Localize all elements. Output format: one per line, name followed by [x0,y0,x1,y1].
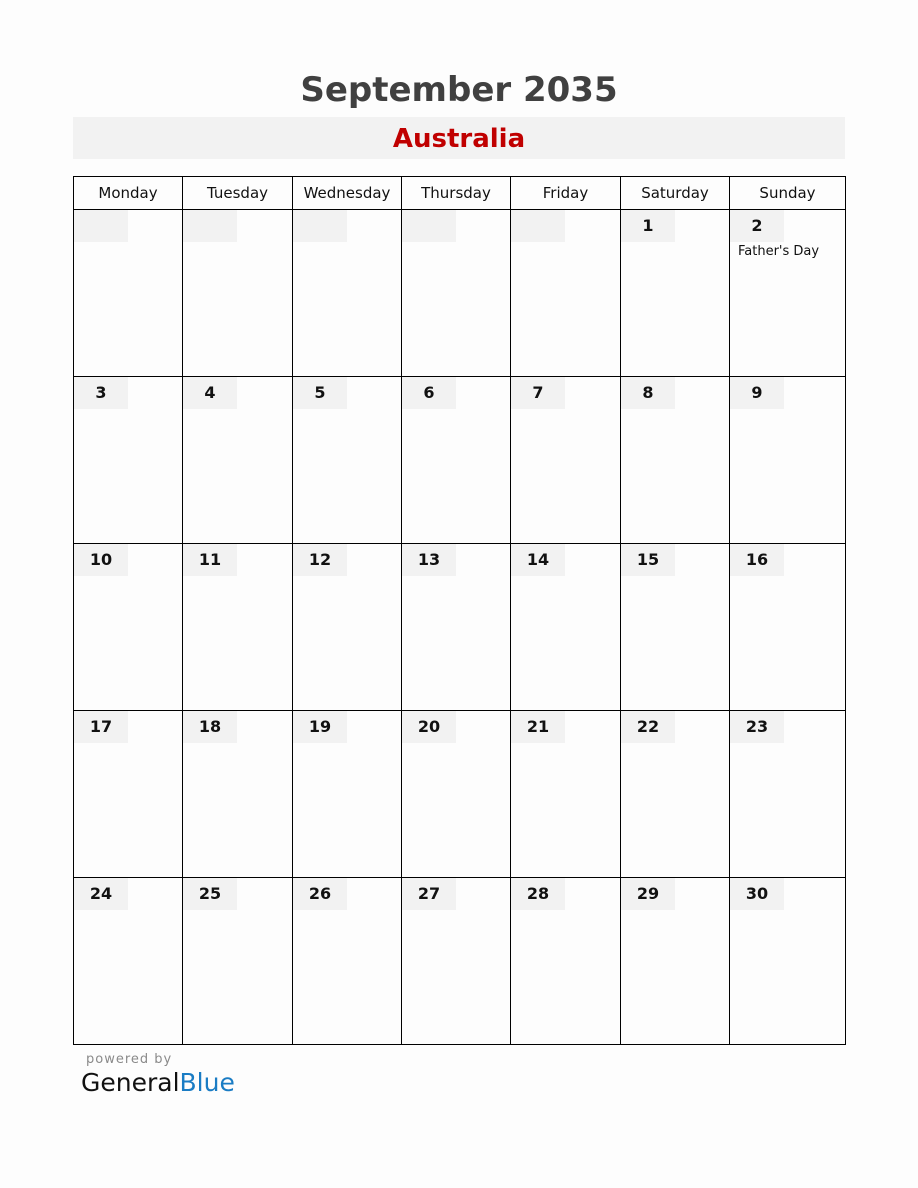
day-cell [402,711,511,878]
day-cell [511,711,621,878]
week-row [74,544,846,711]
day-cell [183,711,293,878]
day-cell [621,210,730,377]
day-number [74,210,128,242]
day-number: 30 [730,878,784,910]
day-cell [293,878,402,1045]
day-cell [621,711,730,878]
day-cell [74,711,183,878]
powered-by-label: powered by [86,1052,173,1067]
weekday-header: Monday [74,177,183,210]
weekday-header: Friday [511,177,621,210]
day-cell [74,377,183,544]
day-cell [183,377,293,544]
day-number: 19 [293,711,347,743]
day-number: 12 [293,544,347,576]
day-cell [730,377,846,544]
day-number: 20 [402,711,456,743]
day-number: 1 [621,210,675,242]
generalblue-logo[interactable] [81,1068,235,1097]
week-row [74,210,846,377]
day-cell [621,878,730,1045]
weekday-header: Thursday [402,177,511,210]
day-number: 8 [621,377,675,409]
day-cell [402,878,511,1045]
day-number: 21 [511,711,565,743]
day-number: 24 [74,878,128,910]
week-row [74,878,846,1045]
day-number: 5 [293,377,347,409]
weekday-header: Saturday [621,177,730,210]
day-number: 9 [730,377,784,409]
weekday-header: Sunday [730,177,846,210]
day-cell [183,878,293,1045]
day-cell [293,377,402,544]
weekday-header: Wednesday [293,177,402,210]
day-number: 26 [293,878,347,910]
day-number: 25 [183,878,237,910]
day-number [511,210,565,242]
weekday-header: Tuesday [183,177,293,210]
day-cell [293,210,402,377]
day-cell [402,544,511,711]
day-number: 16 [730,544,784,576]
day-number: 29 [621,878,675,910]
day-number: 22 [621,711,675,743]
day-cell [511,544,621,711]
day-number: 7 [511,377,565,409]
week-row [74,711,846,878]
day-cell [183,544,293,711]
day-cell [183,210,293,377]
holiday-label: Father's Day [738,244,820,259]
day-cell [402,377,511,544]
day-cell [730,711,846,878]
logo-general: General [81,1068,180,1097]
day-cell [293,711,402,878]
day-number: 11 [183,544,237,576]
calendar-grid [73,176,846,1045]
day-number: 4 [183,377,237,409]
day-cell [511,210,621,377]
day-cell [730,210,846,377]
day-cell [511,878,621,1045]
day-cell [74,210,183,377]
day-cell [511,377,621,544]
week-row [74,377,846,544]
logo-blue: Blue [179,1068,235,1097]
day-cell [402,210,511,377]
day-cell [293,544,402,711]
day-cell [730,544,846,711]
country-banner: Australia [73,117,845,159]
day-number [402,210,456,242]
day-cell [621,544,730,711]
day-number: 27 [402,878,456,910]
day-number: 10 [74,544,128,576]
day-number: 3 [74,377,128,409]
day-number: 6 [402,377,456,409]
day-number: 18 [183,711,237,743]
day-number: 13 [402,544,456,576]
page-title: September 2035 [300,70,618,110]
day-cell [74,878,183,1045]
day-number: 14 [511,544,565,576]
day-cell [74,544,183,711]
day-number: 23 [730,711,784,743]
day-number [183,210,237,242]
day-number [293,210,347,242]
day-cell [730,878,846,1045]
day-number: 28 [511,878,565,910]
day-number: 17 [74,711,128,743]
day-cell [621,377,730,544]
day-number: 15 [621,544,675,576]
day-number: 2 [730,210,784,242]
